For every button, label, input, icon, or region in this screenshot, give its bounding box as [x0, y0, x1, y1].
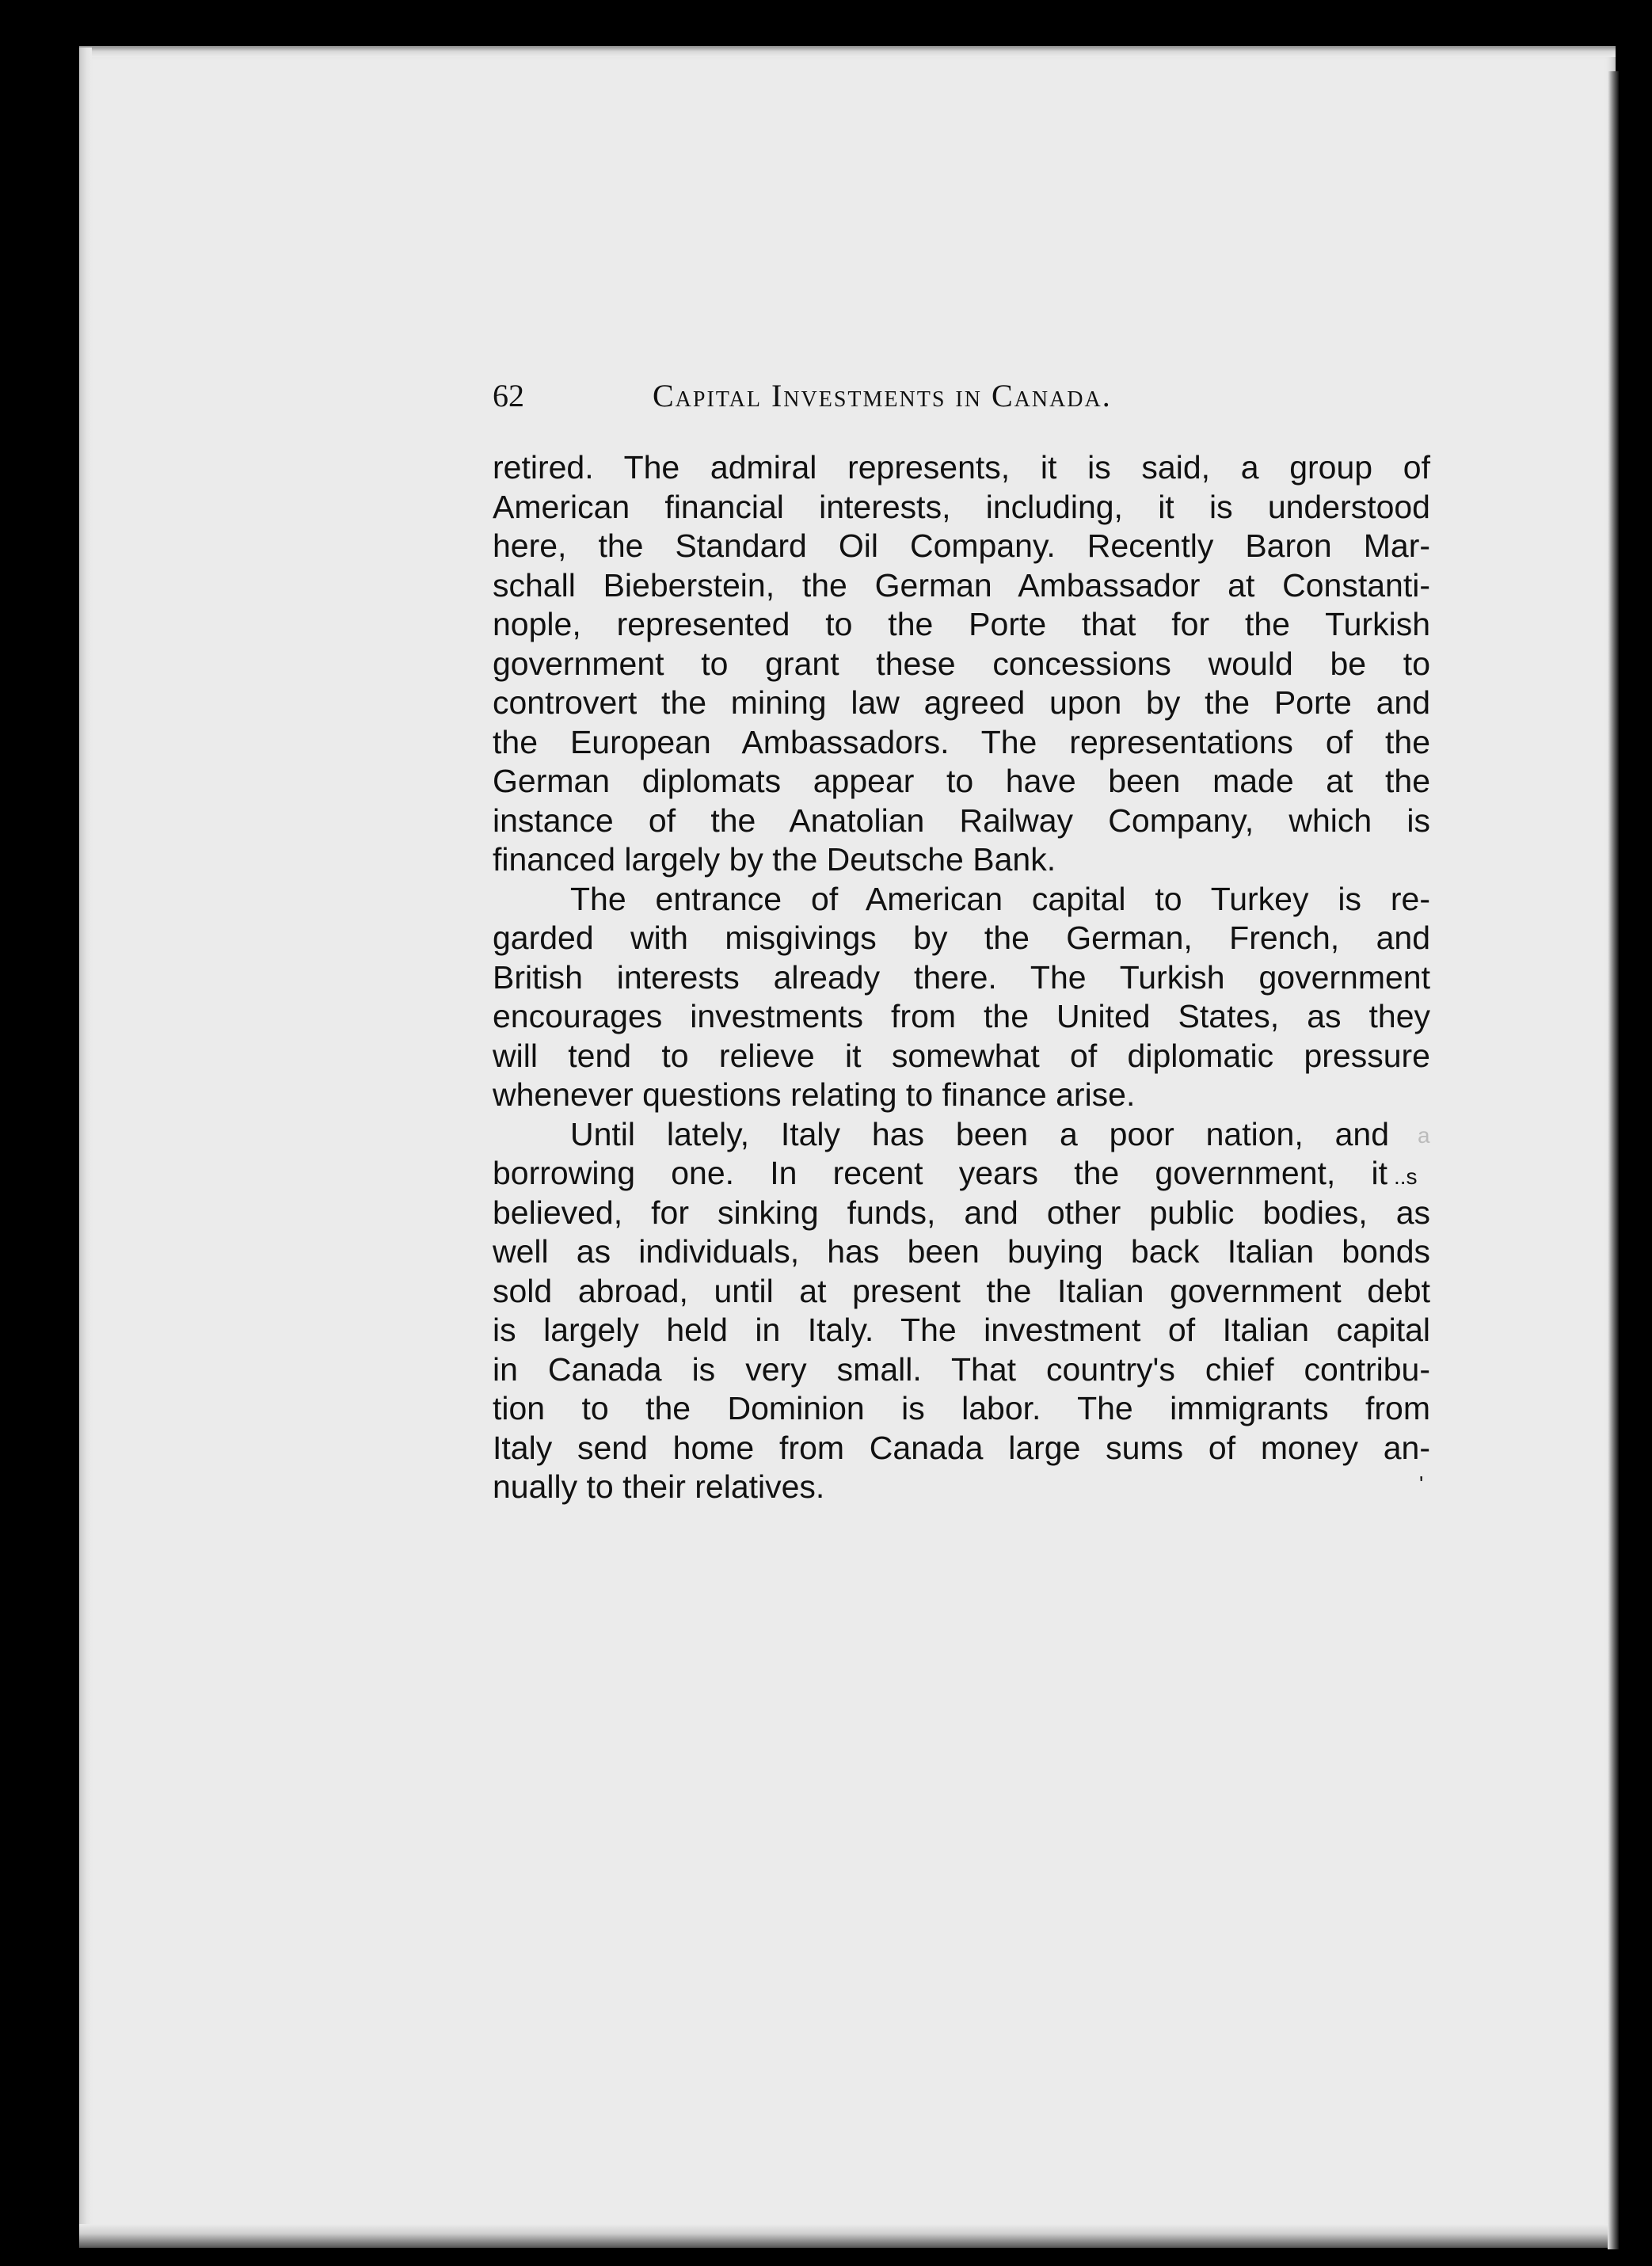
text-line: German diplomats appear to have been made at the — [493, 763, 1430, 799]
text-line: well as individuals, has been buying back Italian bonds — [493, 1233, 1430, 1270]
text-line: encourages investments from the United States, as they — [493, 998, 1430, 1034]
scan-blot: a — [1418, 1123, 1430, 1148]
running-title: Capital Investments in Canada. — [653, 378, 1112, 413]
text-line: Italy send home from Canada large sums of money an- — [493, 1429, 1430, 1466]
text-line: financed largely by the Deutsche Bank. — [493, 841, 1056, 878]
text-line: British interests already there. The Turkish government — [493, 958, 1430, 996]
text-line: schall Bieberstein, the German Ambassador at Constanti- — [493, 566, 1430, 604]
text-line: sold abroad, until at present the Italian government debt — [493, 1272, 1430, 1309]
text-line: instance of the Anatolian Railway Company, which is — [493, 802, 1430, 839]
text-line: is largely held in Italy. The investment of Italian capital — [493, 1312, 1430, 1348]
page-edge-top — [79, 46, 1616, 57]
text-line: believed, for sinking funds, and other public bodies, as — [493, 1194, 1430, 1231]
page-edge-left — [79, 48, 92, 2245]
text-line: the European Ambassadors. The representations of the — [493, 723, 1430, 760]
text-line: garded with misgivings by the German, French, and — [493, 920, 1430, 956]
scan-blot: ..s — [1394, 1164, 1418, 1189]
text-line: whenever questions relating to finance arise. — [493, 1076, 1136, 1113]
text-line: The entrance of American capital to Turkey is re- — [570, 880, 1430, 917]
text-line: will tend to relieve it somewhat of diplomatic pressure — [493, 1037, 1430, 1074]
scan-blot: ' — [1419, 1472, 1424, 1496]
paragraph — [493, 448, 1430, 880]
text-line: American financial interests, including, it is understood — [493, 488, 1430, 525]
text-line: controvert the mining law agreed upon by the Porte and — [493, 684, 1430, 721]
text-line: nople, represented to the Porte that for the Turkish — [493, 606, 1430, 642]
running-head — [493, 372, 1427, 420]
text-line: Until lately, Italy has been a poor nation, and — [570, 1115, 1389, 1152]
paragraph — [493, 1115, 1430, 1507]
text-line: nually to their relatives. — [493, 1468, 825, 1505]
text-line: government to grant these concessions would be to — [493, 645, 1430, 682]
text-line: retired. The admiral represents, it is said, a group of — [493, 449, 1430, 486]
text-line: borrowing one. In recent years the government, it — [493, 1155, 1387, 1191]
page-edge-right — [1608, 71, 1619, 2249]
body-text — [493, 448, 1430, 1507]
text-line: tion to the Dominion is labor. The immigrants from — [493, 1390, 1430, 1426]
text-line: here, the Standard Oil Company. Recently Baron Mar- — [493, 527, 1430, 564]
page-number: 62 — [493, 378, 524, 413]
page-edge-bottom — [79, 2224, 1616, 2248]
paragraph — [493, 880, 1430, 1115]
text-line: in Canada is very small. That country's chief contribu- — [493, 1350, 1430, 1388]
